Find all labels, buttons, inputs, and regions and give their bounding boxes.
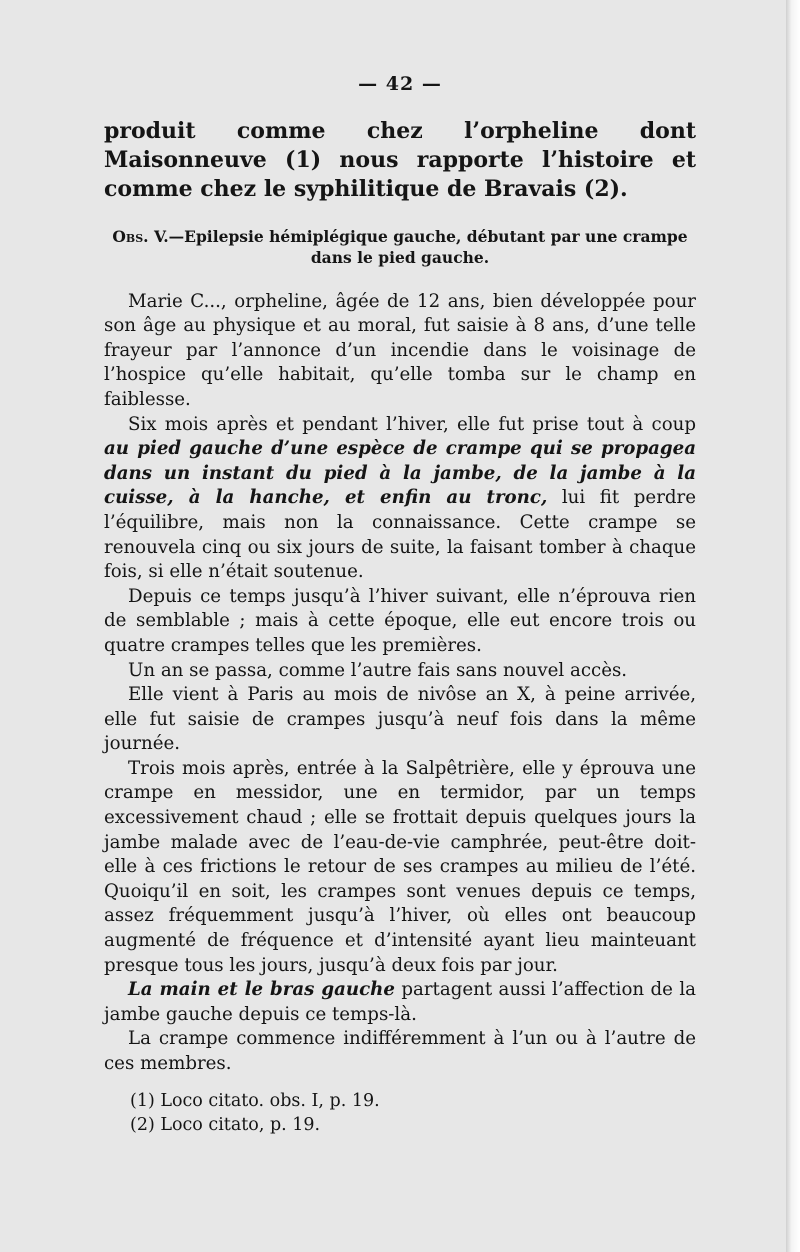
observation-heading [104,226,696,268]
paragraph-4: Un an se passa, comme l’autre fais sans nouvel accès. [128,659,628,681]
paragraph-3: Depuis ce temps jusqu’à l’hiver suivant, elle n’éprouva rien de semblable ; mais à cette époque, elle eut encore trois ou quatre crampes telles que les premières. [104,585,696,656]
paragraph-2-end: lui fit perdre l’équilibre, mais non la connaissance. Cette crampe se renouvela cinq ou six jours de suite, la faisant tomber à chaque fois, si elle n’était soutenue. [104,487,696,583]
page-number: — 42 — [358,73,442,95]
paragraph-7-end: partagent aussi l’affection de la jambe gauche depuis ce temps-là. [104,979,697,1025]
paragraph-2-start: Six mois après et pendant l’hiver, elle fut prise tout à coup [128,413,696,435]
document-page [104,60,696,1137]
paragraph-5: Elle vient à Paris au mois de nivôse an X, à peine arrivée, elle fut saisie de crampes jusqu’à neuf fois dans la même journée. [104,684,696,755]
footnote-1: (1) Loco citato. obs. I, p. 19. [130,1090,380,1111]
paragraph-6: Trois mois après, entrée à la Salpêtrière, elle y éprouva une crampe en messidor, une en termidor, par un temps excessivement chaud ; elle se frottait depuis quelques jours la jambe malade avec de l’eau-de-vie camphrée, peut-être doit-elle à ces frictions le retour de ses crampes au milieu de l’été. Quoiqu’il en soit, les crampes sont venues depuis ce temps, assez fréquemment jusqu’à l’hiver, où elles ont beaucoup augmenté de fréquence et d’intensité ayant lieu mainteuant presque tous les jours, jusqu’à deux fois par jour. [104,757,696,976]
intro-paragraph: produit comme chez l’orpheline dont Maisonneuve (1) nous rapporte l’histoire et comme chez le syphilitique de Bravais (2). [104,117,696,202]
observation-title: —Epilepsie hémiplégique gauche, débutant par une crampe dans le pied gauche. [168,226,688,267]
paragraph-1: Marie C..., orpheline, âgée de 12 ans, bien développée pour son âge au physique et au moral, fut saisie à 8 ans, d’une telle frayeur par l’annonce d’un incendie dans le voisinage de l’hospice qu’elle habitait, qu’elle tomba sur le champ en faiblesse. [104,290,696,410]
paragraph-2 [104,413,696,585]
observation-label: Obs. V. [112,226,169,246]
paragraph-7-italic: La main et le bras gauche [128,979,395,1001]
paragraph-8: La crampe commence indifféremment à l’un ou à l’autre de ces membres. [104,1028,696,1074]
footnotes [104,1089,696,1137]
paragraph-2-italic: au pied gauche d’une espèce de crampe qui se propagea dans un instant du pied à la jambe, de la jambe à la cuisse, à la hanche, et enfin au tronc, [104,438,696,509]
footnote-2: (2) Loco citato, p. 19. [130,1114,321,1135]
paragraph-7 [104,978,696,1027]
page-edge [786,0,800,1252]
